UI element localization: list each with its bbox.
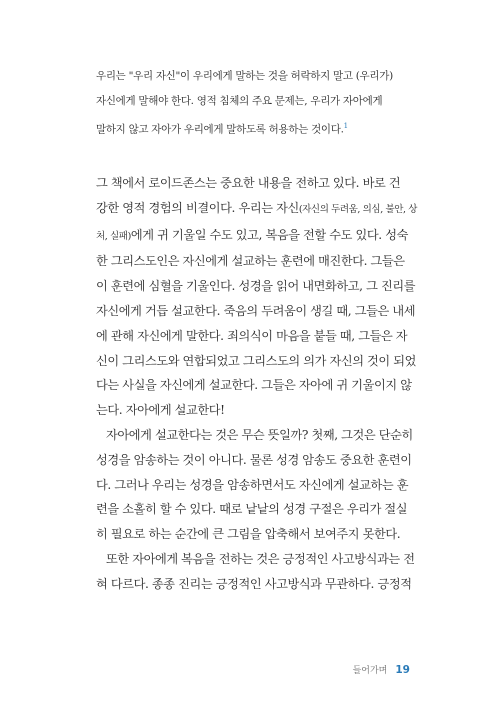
- text-line: 다. 그러나 우리는 성경을 암송하면서도 자신에게 설교하는 훈: [96, 477, 409, 492]
- footnote-marker: 1: [343, 122, 348, 130]
- page-footer: [353, 663, 410, 676]
- text-line: 이 훈련에 심혈을 기울인다. 성경을 읽어 내면화하고, 그 진리를: [96, 279, 416, 294]
- text-line: 히 필요로 하는 순간에 큰 그림을 압축해서 보여주지 못한다.: [96, 527, 401, 542]
- text-line: 한 그리스도인은 자신에게 설교하는 훈련에 매진한다. 그들은: [96, 254, 405, 269]
- text-line: 자아에게 설교한다는 것은 무슨 뜻일까? 첫째, 그것은 단순히: [106, 427, 413, 442]
- text-line: 혀 다르다. 종종 진리는 긍정적인 사고방식과 무관하다. 긍정적: [96, 576, 412, 591]
- body-text: [96, 171, 418, 597]
- quote-line: 말하지 않고 자아가 우리에게 말하도록 허용하는 것이다.$^1$: [96, 122, 348, 136]
- text-line: 강한 영적 경험의 비결이다. 우리는 자신(자신의 두려움, 의심, 불안, 상: [96, 200, 418, 215]
- chapter-title: 들어가며: [352, 666, 388, 676]
- parenthetical-note: (자신의 두려움, 의심, 불안, 상: [298, 203, 418, 215]
- page-number: 19: [395, 664, 410, 676]
- text-line: 성경을 암송하는 것이 아니다. 물론 성경 암송도 중요한 훈련이: [96, 452, 412, 467]
- text-line: 신이 그리스도와 연합되었고 그리스도의 의가 자신의 것이 되었: [96, 353, 417, 368]
- block-quote: [96, 64, 396, 143]
- text-line: 처, 실패)에게 귀 기울일 수도 있고, 복음을 전할 수도 있다. 성숙: [96, 227, 408, 242]
- text-line: 그 책에서 로이드존스는 중요한 내용을 전하고 있다. 바로 건: [96, 176, 401, 190]
- quote-line: 자신에게 말해야 한다. 영적 침체의 주요 문제는, 우리가 자아에게: [96, 95, 383, 107]
- text-line: 다는 사실을 자신에게 설교한다. 그들은 자아에 귀 기울이지 않: [96, 378, 412, 393]
- parenthetical-note: 처, 실패): [96, 230, 131, 242]
- text-line: 련을 소홀히 할 수 있다. 때로 낱낱의 성경 구절은 우리가 절실: [96, 502, 408, 517]
- quote-line: 우리는 "우리 자신"이 우리에게 말하는 것을 허락하지 말고 (우리가): [96, 70, 393, 82]
- text-line: 에 관해 자신에게 말한다. 죄의식이 마음을 붙들 때, 그들은 자: [96, 328, 408, 343]
- text-line: 또한 자아에게 복음을 전하는 것은 긍정적인 사고방식과는 전: [106, 551, 415, 566]
- text-line: 는다. 자아에게 설교한다!: [96, 403, 225, 418]
- text-line: 자신에게 거듭 설교한다. 죽음의 두려움이 생길 때, 그들은 내세: [96, 303, 416, 318]
